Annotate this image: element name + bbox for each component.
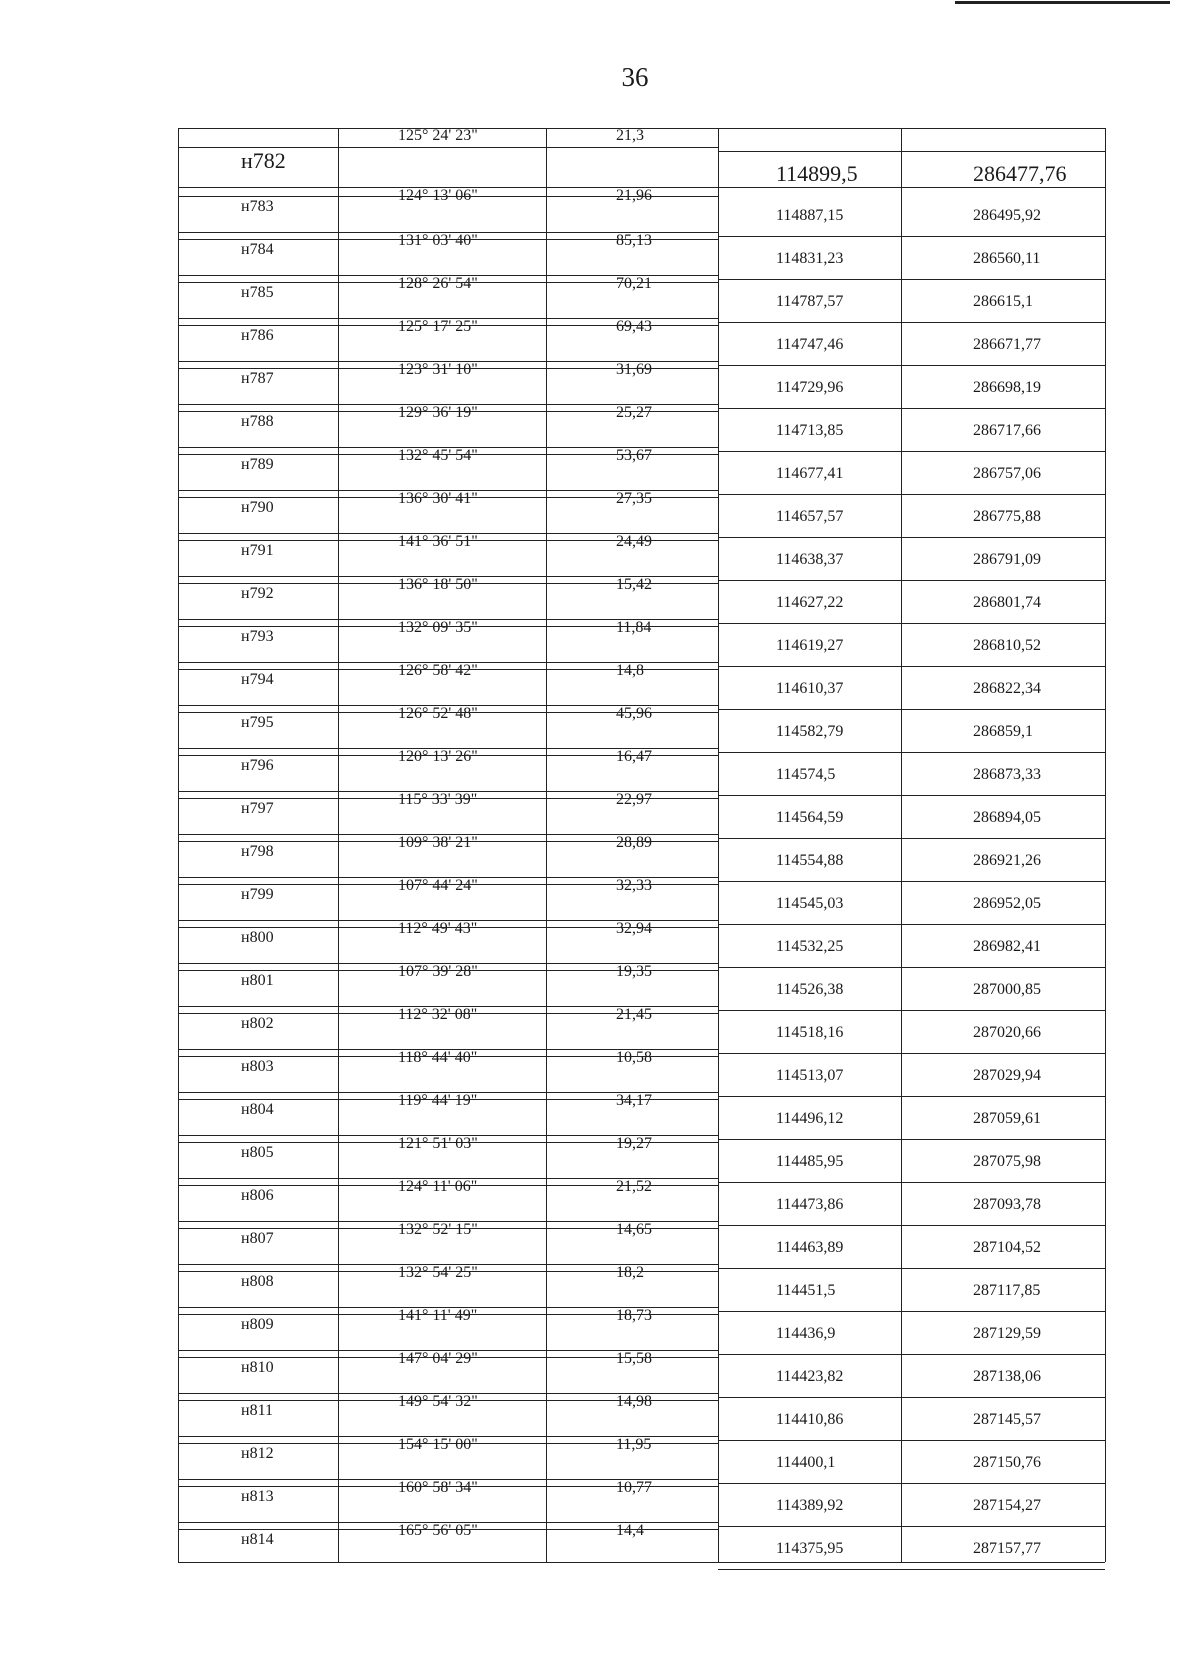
y-coordinate: 287000,85: [973, 981, 1041, 998]
corner-rule: [955, 1, 1170, 4]
y-coordinate: 286615,1: [973, 293, 1033, 310]
y-coordinate: 286671,77: [973, 336, 1041, 353]
length-cell: 53,67: [616, 447, 652, 464]
table-row-line: [178, 368, 718, 369]
length-cell: 18,73: [616, 1307, 652, 1324]
table-row-line: [718, 236, 1105, 237]
y-coordinate: 287157,77: [973, 1540, 1041, 1557]
table-row-line: [178, 411, 718, 412]
y-coordinate: 287138,06: [973, 1368, 1041, 1385]
table-row-line: [718, 322, 1105, 323]
length-cell: 32,33: [616, 877, 652, 894]
table-row-line: [178, 626, 718, 627]
y-coordinate: 286698,19: [973, 379, 1041, 396]
angle-cell: 115° 33' 39": [398, 791, 478, 808]
x-coordinate: 114463,89: [776, 1239, 844, 1256]
y-coordinate: 287075,98: [973, 1153, 1041, 1170]
point-name: н788: [241, 413, 274, 430]
point-name: н803: [241, 1058, 274, 1075]
table-row-line: [178, 1013, 718, 1014]
table-row-line: [718, 451, 1105, 452]
x-coordinate: 114389,92: [776, 1497, 844, 1514]
point-name: н784: [241, 241, 274, 258]
table-row-line: [178, 669, 718, 670]
x-coordinate: 114513,07: [776, 1067, 844, 1084]
table-row-line: [178, 196, 718, 197]
y-coordinate: 286894,05: [973, 809, 1041, 826]
length-cell: 14,98: [616, 1393, 652, 1410]
angle-cell: 120° 13' 26": [398, 748, 478, 765]
point-name: н801: [241, 972, 274, 989]
y-coordinate: 287029,94: [973, 1067, 1041, 1084]
angle-cell: 112° 49' 43": [398, 920, 478, 937]
y-coordinate: 286757,06: [973, 465, 1041, 482]
table-row-line: [178, 1529, 718, 1530]
angle-cell: 136° 30' 41": [398, 490, 478, 507]
point-name: н790: [241, 499, 274, 516]
table-row-line: [718, 666, 1105, 667]
table-row-line: [178, 325, 718, 326]
x-coordinate: 114473,86: [776, 1196, 844, 1213]
point-name: н805: [241, 1144, 274, 1161]
x-coordinate: 114610,37: [776, 680, 844, 697]
table-row-line: [178, 1357, 718, 1358]
length-cell: 21,3: [616, 127, 644, 144]
point-name: н814: [241, 1531, 274, 1548]
y-coordinate: 287059,61: [973, 1110, 1041, 1127]
x-coordinate: 114451,5: [776, 1282, 836, 1299]
point-name: н799: [241, 886, 274, 903]
angle-cell: 125° 24' 23": [398, 127, 478, 144]
point-name: н794: [241, 671, 274, 688]
length-cell: 24,49: [616, 533, 652, 550]
x-coordinate: 114638,37: [776, 551, 844, 568]
table-row-line: [178, 1314, 718, 1315]
table-row-line: [718, 881, 1105, 882]
point-name: н789: [241, 456, 274, 473]
table-row-line: [178, 1099, 718, 1100]
table-row-line: [178, 1056, 718, 1057]
y-coordinate: 287154,27: [973, 1497, 1041, 1514]
table-row-line: [718, 795, 1105, 796]
angle-cell: 128° 26' 54": [398, 275, 478, 292]
angle-cell: 121° 51' 03": [398, 1135, 478, 1152]
length-cell: 10,58: [616, 1049, 652, 1066]
y-coordinate: 286801,74: [973, 594, 1041, 611]
table-row-line: [718, 752, 1105, 753]
angle-cell: 126° 58' 42": [398, 662, 478, 679]
x-coordinate: 114831,23: [776, 250, 844, 267]
y-coordinate: 286560,11: [973, 250, 1041, 267]
table-row-line: [178, 1486, 718, 1487]
angle-cell: 141° 11' 49": [398, 1307, 478, 1324]
point-name: н783: [241, 198, 274, 215]
table-row-line: [718, 1268, 1105, 1269]
table-row-line: [718, 187, 1105, 188]
table-row-line: [718, 1397, 1105, 1398]
angle-cell: 125° 17' 25": [398, 318, 478, 335]
table-row-line: [178, 1443, 718, 1444]
x-coordinate: 114375,95: [776, 1540, 844, 1557]
x-coordinate: 114627,22: [776, 594, 844, 611]
table-row-line: [178, 841, 718, 842]
x-coordinate: 114518,16: [776, 1024, 844, 1041]
y-coordinate: 287104,52: [973, 1239, 1041, 1256]
y-coordinate: 286477,76: [973, 161, 1067, 186]
length-cell: 14,4: [616, 1522, 644, 1539]
table-row-line: [178, 712, 718, 713]
table-column-line: [1105, 128, 1106, 1562]
y-coordinate: 286822,34: [973, 680, 1041, 697]
table-row-line: [718, 967, 1105, 968]
table-row-line: [718, 709, 1105, 710]
table-row-line: [718, 408, 1105, 409]
table-row-line: [718, 537, 1105, 538]
length-cell: 31,69: [616, 361, 652, 378]
angle-cell: 147° 04' 29": [398, 1350, 478, 1367]
point-name: н791: [241, 542, 274, 559]
table-row-line: [178, 583, 718, 584]
length-cell: 45,96: [616, 705, 652, 722]
angle-cell: 109° 38' 21": [398, 834, 478, 851]
y-coordinate: 286495,92: [973, 207, 1041, 224]
table-row-line: [178, 239, 718, 240]
angle-cell: 165° 56' 05": [398, 1522, 478, 1539]
table-row-line: [718, 1053, 1105, 1054]
length-cell: 19,35: [616, 963, 652, 980]
angle-cell: 141° 36' 51": [398, 533, 478, 550]
y-coordinate: 286921,26: [973, 852, 1041, 869]
y-coordinate: 286873,33: [973, 766, 1041, 783]
x-coordinate: 114747,46: [776, 336, 844, 353]
length-cell: 19,27: [616, 1135, 652, 1152]
point-name: н810: [241, 1359, 274, 1376]
point-name: н806: [241, 1187, 274, 1204]
table-row-line: [178, 1185, 718, 1186]
table-row-line: [718, 151, 1105, 152]
y-coordinate: 286775,88: [973, 508, 1041, 525]
table-row-line: [718, 580, 1105, 581]
point-name: н797: [241, 800, 274, 817]
y-coordinate: 287117,85: [973, 1282, 1041, 1299]
y-coordinate: 287093,78: [973, 1196, 1041, 1213]
table-row-line: [178, 1142, 718, 1143]
length-cell: 15,42: [616, 576, 652, 593]
table-row-line: [718, 365, 1105, 366]
length-cell: 15,58: [616, 1350, 652, 1367]
length-cell: 22,97: [616, 791, 652, 808]
length-cell: 70,21: [616, 275, 652, 292]
x-coordinate: 114526,38: [776, 981, 844, 998]
x-coordinate: 114729,96: [776, 379, 844, 396]
length-cell: 14,8: [616, 662, 644, 679]
x-coordinate: 114532,25: [776, 938, 844, 955]
angle-cell: 107° 44' 24": [398, 877, 478, 894]
length-cell: 32,94: [616, 920, 652, 937]
length-cell: 21,52: [616, 1178, 652, 1195]
length-cell: 21,45: [616, 1006, 652, 1023]
table-row-line: [718, 1182, 1105, 1183]
table-row-line: [718, 924, 1105, 925]
point-name: н798: [241, 843, 274, 860]
table-row-line: [178, 282, 718, 283]
x-coordinate: 114582,79: [776, 723, 844, 740]
table-row-line: [718, 1139, 1105, 1140]
angle-cell: 119° 44' 19": [398, 1092, 478, 1109]
table-row-line: [178, 755, 718, 756]
angle-cell: 132° 45' 54": [398, 447, 478, 464]
y-coordinate: 286859,1: [973, 723, 1033, 740]
table-row-line: [178, 540, 718, 541]
table-row-line: [718, 1440, 1105, 1441]
x-coordinate: 114496,12: [776, 1110, 844, 1127]
length-cell: 21,96: [616, 187, 652, 204]
table-row-line: [178, 1400, 718, 1401]
x-coordinate: 114564,59: [776, 809, 844, 826]
angle-cell: 124° 11' 06": [398, 1178, 478, 1195]
table-row-line: [718, 1225, 1105, 1226]
angle-cell: 154° 15' 00": [398, 1436, 478, 1453]
table-row-line: [718, 1311, 1105, 1312]
angle-cell: 132° 54' 25": [398, 1264, 478, 1281]
angle-cell: 160° 58' 34": [398, 1479, 478, 1496]
angle-cell: 129° 36' 19": [398, 404, 478, 421]
y-coordinate: 287145,57: [973, 1411, 1041, 1428]
table-row-line: [178, 1228, 718, 1229]
x-coordinate: 114887,15: [776, 207, 844, 224]
length-cell: 11,95: [616, 1436, 652, 1453]
x-coordinate: 114554,88: [776, 852, 844, 869]
length-cell: 85,13: [616, 232, 652, 249]
table-column-line: [338, 128, 339, 1562]
length-cell: 10,77: [616, 1479, 652, 1496]
point-name: н811: [241, 1402, 273, 1419]
table-row-line: [718, 838, 1105, 839]
table-row-line: [718, 1526, 1105, 1527]
table-row-line: [178, 970, 718, 971]
table-row-line: [178, 927, 718, 928]
table-row-line: [718, 279, 1105, 280]
point-name: н796: [241, 757, 274, 774]
table-row-line: [718, 623, 1105, 624]
y-coordinate: 287150,76: [973, 1454, 1041, 1471]
y-coordinate: 286952,05: [973, 895, 1041, 912]
table-row-line: [178, 884, 718, 885]
point-name: н800: [241, 929, 274, 946]
point-name: н782: [241, 148, 286, 173]
angle-cell: 132° 09' 35": [398, 619, 478, 636]
x-coordinate: 114657,57: [776, 508, 844, 525]
length-cell: 28,89: [616, 834, 652, 851]
point-name: н786: [241, 327, 274, 344]
length-cell: 25,27: [616, 404, 652, 421]
angle-cell: 126° 52' 48": [398, 705, 478, 722]
angle-cell: 118° 44' 40": [398, 1049, 478, 1066]
point-name: н809: [241, 1316, 274, 1333]
table-row-line: [178, 497, 718, 498]
x-coordinate: 114423,82: [776, 1368, 844, 1385]
table-row-line: [178, 798, 718, 799]
point-name: н804: [241, 1101, 274, 1118]
point-name: н787: [241, 370, 274, 387]
table-row-line: [178, 454, 718, 455]
x-coordinate: 114400,1: [776, 1454, 836, 1471]
angle-cell: 149° 54' 32": [398, 1393, 478, 1410]
x-coordinate: 114713,85: [776, 422, 844, 439]
y-coordinate: 287020,66: [973, 1024, 1041, 1041]
table-column-line: [901, 128, 902, 1562]
table-row-line: [718, 1010, 1105, 1011]
x-coordinate: 114619,27: [776, 637, 844, 654]
point-name: н807: [241, 1230, 274, 1247]
length-cell: 16,47: [616, 748, 652, 765]
x-coordinate: 114545,03: [776, 895, 844, 912]
length-cell: 27,35: [616, 490, 652, 507]
length-cell: 18,2: [616, 1264, 644, 1281]
angle-cell: 136° 18' 50": [398, 576, 478, 593]
point-name: н792: [241, 585, 274, 602]
table-row-line: [718, 1483, 1105, 1484]
table-column-line: [546, 128, 547, 1562]
table-row-line: [718, 1354, 1105, 1355]
page-number: 36: [621, 62, 649, 92]
table-row-line: [178, 1562, 1105, 1563]
x-coordinate: 114787,57: [776, 293, 844, 310]
x-coordinate: 114436,9: [776, 1325, 836, 1342]
angle-cell: 112° 32' 08": [398, 1006, 478, 1023]
y-coordinate: 287129,59: [973, 1325, 1041, 1342]
x-coordinate: 114574,5: [776, 766, 836, 783]
table-row-line: [718, 1569, 1105, 1570]
table-row-line: [718, 1096, 1105, 1097]
point-name: н812: [241, 1445, 274, 1462]
angle-cell: 131° 03' 40": [398, 232, 478, 249]
x-coordinate: 114677,41: [776, 465, 844, 482]
point-name: н793: [241, 628, 274, 645]
table-column-line: [178, 128, 179, 1562]
table-row-line: [178, 1271, 718, 1272]
length-cell: 69,43: [616, 318, 652, 335]
y-coordinate: 286810,52: [973, 637, 1041, 654]
point-name: н785: [241, 284, 274, 301]
y-coordinate: 286717,66: [973, 422, 1041, 439]
table-row-line: [718, 494, 1105, 495]
x-coordinate: 114899,5: [776, 161, 858, 186]
angle-cell: 123° 31' 10": [398, 361, 478, 378]
angle-cell: 107° 39' 28": [398, 963, 478, 980]
table-column-line: [718, 128, 719, 1562]
angle-cell: 132° 52' 15": [398, 1221, 478, 1238]
x-coordinate: 114485,95: [776, 1153, 844, 1170]
y-coordinate: 286791,09: [973, 551, 1041, 568]
length-cell: 11,84: [616, 619, 652, 636]
point-name: н795: [241, 714, 274, 731]
point-name: н808: [241, 1273, 274, 1290]
coordinates-table: [178, 128, 1105, 1562]
length-cell: 34,17: [616, 1092, 652, 1109]
x-coordinate: 114410,86: [776, 1411, 844, 1428]
y-coordinate: 286982,41: [973, 938, 1041, 955]
point-name: н813: [241, 1488, 274, 1505]
angle-cell: 124° 13' 06": [398, 187, 478, 204]
length-cell: 14,65: [616, 1221, 652, 1238]
point-name: н802: [241, 1015, 274, 1032]
